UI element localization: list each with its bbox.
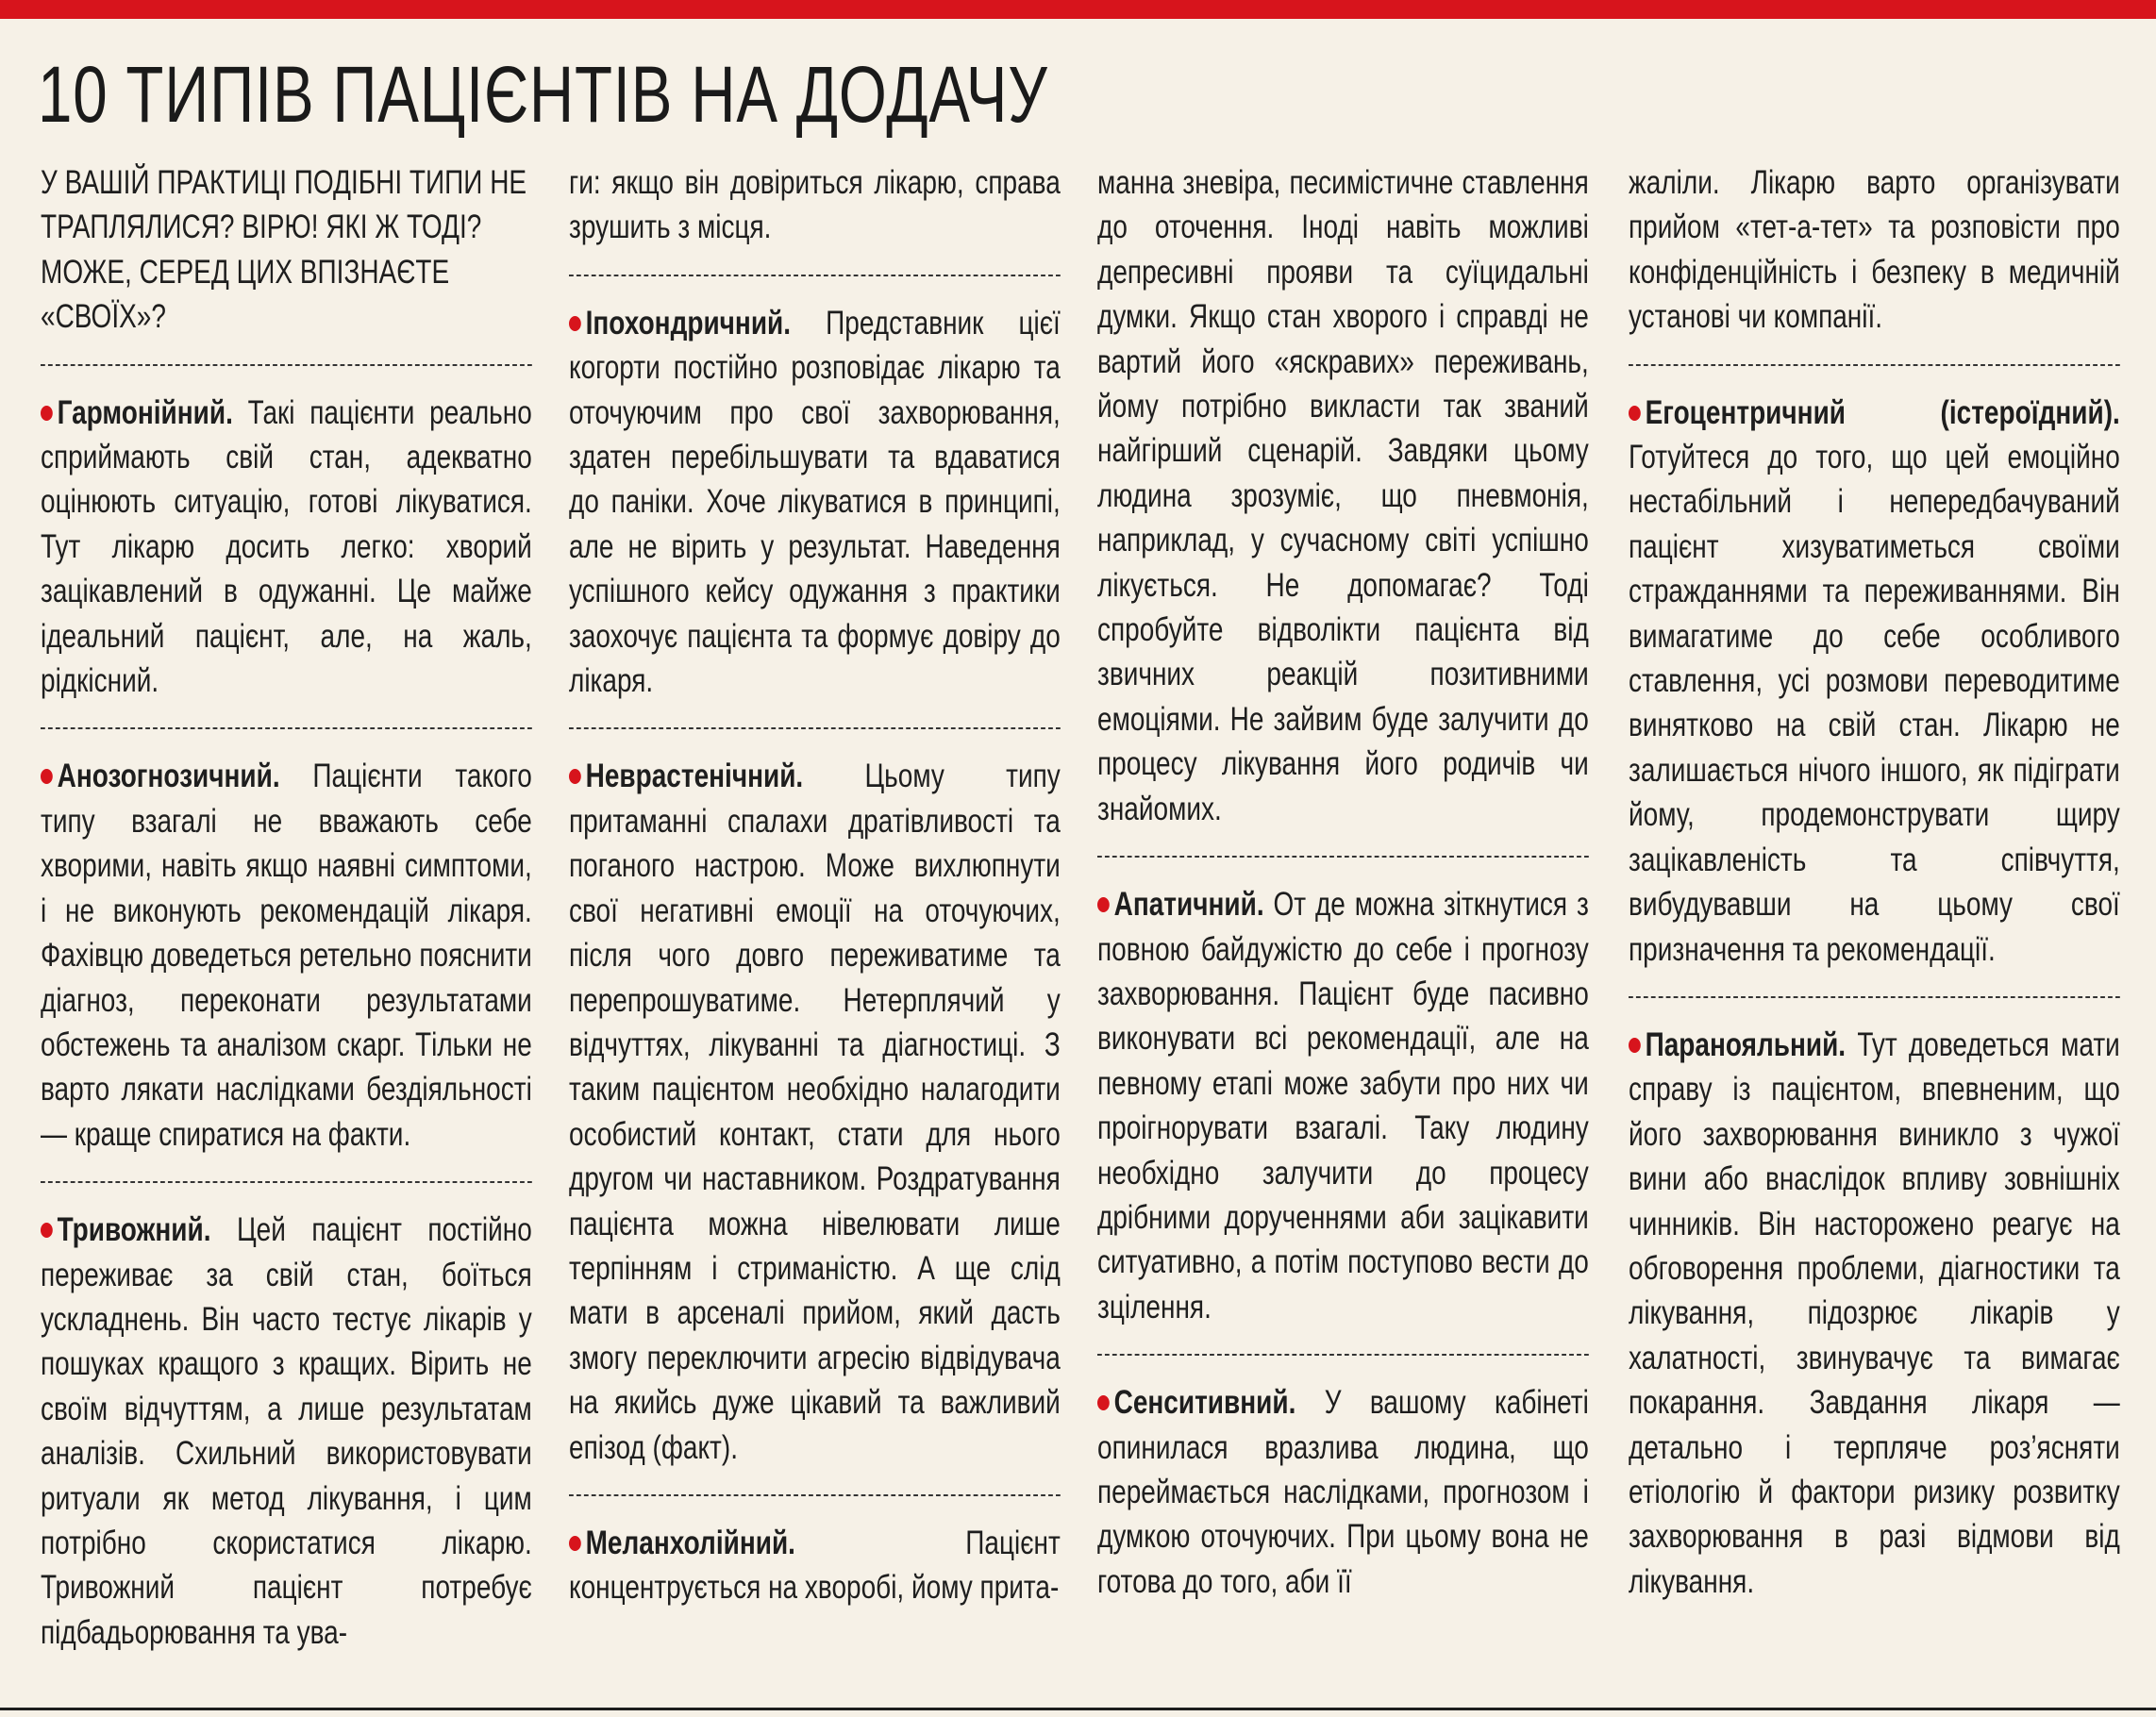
patient-type-description: Цей пацієнт постійно переживає за свій стан, боїться ускладнень. Він часто тестує лікарів у пошуках кращого з кращих. Вірить не своїм відчуттям, а лише результатам аналізів. Схильний використовувати ритуали як метод лікування, і цим потрібно скористатися лікарю. Тривожний пацієнт потребує підбадьорювання та ува- [41, 1211, 532, 1651]
top-accent-bar [0, 0, 2156, 19]
patient-type-term: Гармонійний. [57, 393, 233, 431]
column-3 [1097, 160, 1588, 1628]
column-2 [569, 160, 1060, 1635]
patient-type-entry [41, 1208, 532, 1655]
patient-type-term: Неврастенічний. [585, 758, 804, 795]
bullet-dot-icon [1097, 1395, 1110, 1410]
intro-text: У ВАШІЙ ПРАКТИЦІ ПОДІБНІ ТИПИ НЕ ТРАПЛЯЛИСЯ? ВІРЮ! ЯКІ Ж ТОДІ? МОЖЕ, СЕРЕД ЦИХ ВПІЗНАЄТЕ «СВОЇХ»? [41, 164, 527, 336]
patient-type-term: Іпохондричний. [585, 304, 792, 342]
patient-type-term: Апатичний. [1113, 886, 1264, 924]
dashed-divider [569, 727, 1061, 729]
patient-type-entry [1629, 1023, 2120, 1604]
bottom-rule [0, 1708, 2156, 1710]
bullet-dot-icon [1629, 406, 1641, 421]
patient-type-entry [41, 754, 532, 1157]
patient-type-term: Анозогнозичний. [57, 758, 280, 795]
bullet-dot-icon [41, 406, 53, 421]
patient-type-description: Цьому типу притаманні спалахи дратівливості та поганого настрою. Може вихлюпнути свої негативні емоції на оточуючих, після чого довго переживатиме та перепрошуватиме. Нетерплячий у відчуттях, лікуванні та діагностиці. З таким пацієнтом необхідно налагодити особистий контакт, стати для нього другом чи наставником. Роздратування пацієнта можна нівелювати лише терпінням і стриманістю. А ще слід мати в арсеналі прийом, який дасть змогу переключити агресію відвідувача на якийсь дуже цікавий та важливий епізод (факт). [569, 758, 1061, 1466]
patient-type-description: Пацієнт концентрується на хворобі, йому прита- [569, 1524, 1061, 1607]
bullet-dot-icon [1629, 1038, 1641, 1053]
bullet-dot-icon [41, 769, 53, 784]
patient-type-term: Меланхолійний. [585, 1524, 795, 1561]
patient-type-term: Сенситивний. [1113, 1384, 1296, 1422]
patient-type-description: Готуйтеся до того, що цей емоційно нестабільний і непередбачуваний пацієнт хизуватиметься своїми стражданнями та переживаннями. Він вимагатиме до себе особливого ставлення, усі розмови переводитиме винятково на свій стан. Лікарю не залишається нічого іншого, як підіграти йому, продемонструвати щиру зацікавленість та співчуття, вибудувавши на цьому свої призначення та рекомендації. [1629, 439, 2120, 968]
dashed-divider [41, 1181, 532, 1183]
bullet-dot-icon [569, 316, 581, 331]
bullet-dot-icon [569, 1536, 581, 1551]
patient-type-description: Представник цієї когорти постійно розповідає лікарю та оточуючим про свої захворювання, здатен перебільшувати та вдаватися до паніки. Хоче лікуватися в принципі, але не вірить у результат. Наведення успішного кейсу одужання з практики заохочує пацієнта та формує довіру до лікаря. [569, 304, 1061, 700]
patient-type-description: У вашому кабінеті опинилася вразлива людина, що переймається наслідками, прогнозом і думкою оточуючих. При цьому вона не готова до того, аби її [1097, 1384, 1589, 1600]
column-4 [1629, 160, 2119, 1628]
bullet-dot-icon [569, 769, 581, 784]
patient-type-term: Егоцентричний (істероїдний). [1645, 393, 2120, 431]
continuation-text: ги: якщо він довіриться лікарю, справа зрушить з місця. [569, 164, 1061, 246]
dashed-divider [1629, 996, 2120, 998]
page-title: 10 ТИПІВ ПАЦІЄНТІВ НА ДОДАЧУ [38, 50, 1048, 139]
bullet-dot-icon [41, 1223, 53, 1238]
patient-type-entry [569, 754, 1061, 1470]
patient-type-description: Такі пацієнти реально сприймають свій стан, адекватно оцінюють ситуацію, готові лікуватися. Тут лікарю досить легко: хворий зацікавлений в одужанні. Це майже ідеальний пацієнт, але, на жаль, рідкісний. [41, 393, 532, 700]
patient-type-description: Пацієнти такого типу взагалі не вважають себе хворими, навіть якщо наявні симптоми, і не виконують рекомендацій лікаря. Фахівцю доведеться ретельно пояснити діагноз, переконати результатами обстежень та аналізом скарг. Тільки не варто лякати наслідками бездіяльності — краще спиратися на факти. [41, 758, 532, 1153]
patient-type-entry [1097, 1380, 1589, 1604]
patient-type-description: Тут доведеться мати справу із пацієнтом, впевненим, що його захворювання виникло з чужої вини або внаслідок впливу зовнішніх чинників. Він насторожено реагує на обговорення проблеми, діагностики та лікування, підозрює лікарів у халатності, звинувачує та вимагає покарання. Завдання лікаря — детально і терпляче роз’ясняти етіологію й фактори ризику розвитку захворювання в разі відмови від лікування. [1629, 1025, 2120, 1600]
dashed-divider [1097, 856, 1589, 858]
dashed-divider [41, 364, 532, 366]
patient-type-description: От де можна зіткнутися з повною байдужістю до себе і прогнозу захворювання. Пацієнт буде пасивно виконувати всі рекомендації, але на певному етапі може забути про них чи проігнорувати взагалі. Таку людину необхідно залучити до процесу дрібними дорученнями аби зацікавити ситуативно, а потім поступово вести до зцілення. [1097, 886, 1589, 1325]
dashed-divider [569, 1494, 1061, 1496]
dashed-divider [41, 727, 532, 729]
continuation-text: манна зневіра, песимістичне ставлення до оточення. Іноді навіть можливі депресивні прояви та суїцидальні думки. Якщо стан хворого і справді не вартий його «яскравих» переживань, йому потрібно викласти так званий найгірший сценарій. Завдяки цьому людина зрозуміє, що пневмонія, наприклад, у сучасному світі успішно лікується. Не допомагає? Тоді спробуйте відволікти пацієнта від звичних реакцій позитивними емоціями. Не зайвим буде залучити до процесу лікування його родичів чи знайомих. [1097, 164, 1589, 827]
patient-type-entry [1097, 882, 1589, 1329]
patient-type-term: Паранояльний. [1645, 1025, 1847, 1063]
dashed-divider [569, 275, 1061, 276]
continuation-text: жаліли. Лікарю варто організувати прийом «тет-а-тет» та розповісти про конфіденційність і безпеку в медичній установі чи компанії. [1629, 164, 2120, 336]
patient-type-entry [41, 391, 532, 704]
patient-type-entry [569, 1521, 1061, 1610]
column-1 [41, 160, 531, 1679]
patient-type-entry [1629, 391, 2120, 972]
bullet-dot-icon [1097, 897, 1110, 912]
dashed-divider [1097, 1354, 1589, 1356]
dashed-divider [1629, 364, 2120, 366]
patient-type-term: Тривожний. [57, 1211, 211, 1249]
patient-type-entry [569, 301, 1061, 704]
